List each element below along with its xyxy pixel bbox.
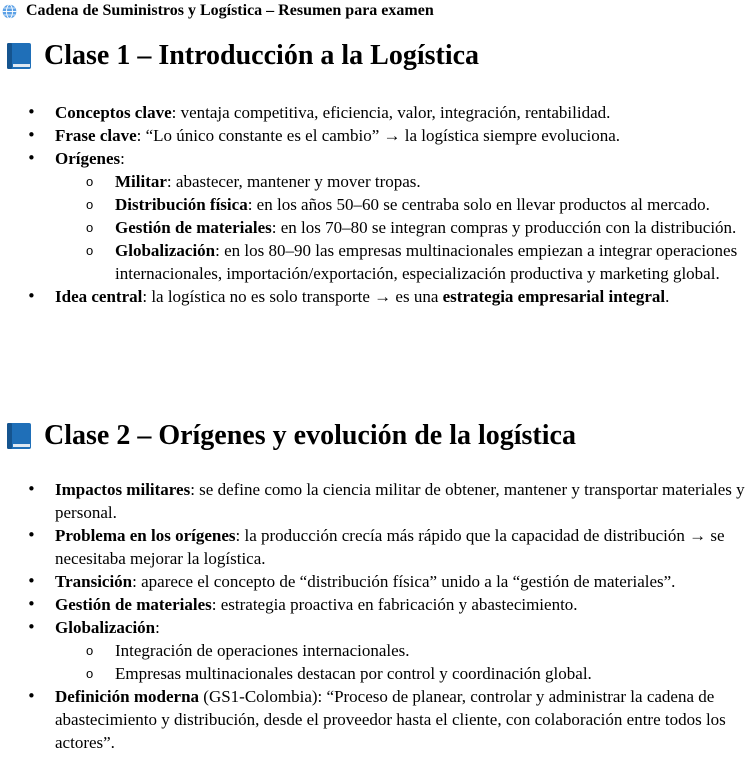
item-label: Globalización: [55, 618, 156, 637]
item-text: :: [155, 618, 160, 637]
blue-book-icon: [4, 41, 34, 71]
item-text: :: [120, 149, 125, 168]
sub-list-item: [55, 639, 747, 662]
list-item: [0, 685, 749, 754]
document-header: [2, 0, 434, 22]
item-label: Transición: [55, 572, 133, 591]
item-label: Conceptos clave: [55, 103, 172, 122]
item-tail: .: [665, 287, 670, 306]
list-item: [0, 147, 749, 285]
item-label: Problema en los orígenes: [55, 526, 236, 545]
section-1-list: [0, 101, 749, 308]
section-title-text: Clase 2 – Orígenes y evolución de la logística: [44, 420, 576, 451]
section-2-list: [0, 478, 749, 754]
list-item: [0, 570, 749, 593]
item-text: : estrategia proactiva en fabricación y abastecimiento.: [211, 595, 578, 614]
list-item: [0, 593, 749, 616]
item-strong: estrategia empresarial integral: [442, 287, 666, 306]
item-text: : en los 70–80 se integran compras y producción con la distribución.: [271, 218, 737, 237]
item-label: Gestión de materiales: [115, 218, 272, 237]
item-label: Orígenes: [55, 149, 121, 168]
item-label: Militar: [115, 172, 167, 191]
sub-list: [55, 639, 747, 685]
item-text: : se define como la ciencia militar de obtener, mantener y transportar materiales y personal.: [55, 480, 745, 522]
item-text: Empresas multinacionales destacan por control y coordinación global.: [115, 664, 592, 683]
item-label: Distribución física: [115, 195, 248, 214]
list-item: [0, 616, 749, 685]
item-text: : en los 80–90 las empresas multinacionales empiezan a integrar operaciones internacionales, importación/exportación, especialización productiva y marketing global.: [115, 241, 738, 283]
sub-list-item: [55, 239, 747, 285]
list-item: [0, 285, 749, 308]
blue-book-icon: [4, 421, 34, 451]
item-label: Globalización: [115, 241, 216, 260]
list-item: [0, 124, 749, 147]
item-label: Gestión de materiales: [55, 595, 212, 614]
item-label: Idea central: [55, 287, 143, 306]
section-title-clase-1: [4, 40, 479, 72]
section-title-text: Clase 1 – Introducción a la Logística: [44, 40, 480, 71]
item-label: Frase clave: [55, 126, 137, 145]
item-label: Impactos militares: [55, 480, 191, 499]
sub-list: [55, 170, 747, 285]
item-text: : la producción crecía más rápido que la capacidad de distribución → se necesitaba mejorar la logística.: [55, 526, 725, 568]
item-text: : en los años 50–60 se centraba solo en llevar productos al mercado.: [247, 195, 710, 214]
sub-list-item: [55, 216, 747, 239]
item-text: : la logística no es solo transporte → es una: [142, 287, 443, 306]
item-text: Integración de operaciones internacionales.: [115, 641, 410, 660]
list-item: [0, 101, 749, 124]
sub-list-item: [55, 662, 747, 685]
item-text: : “Lo único constante es el cambio” → la logística siempre evoluciona.: [136, 126, 621, 145]
document-title: Cadena de Suministros y Logística – Resumen para examen: [26, 2, 434, 19]
item-text: (GS1-Colombia): “Proceso de planear, controlar y administrar la cadena de abastecimiento y distribución, desde el proveedor hasta el cliente, con colaboración entre todos los actores”.: [55, 687, 726, 752]
sub-list-item: [55, 193, 747, 216]
item-label: Definición moderna: [55, 687, 200, 706]
sub-list-item: [55, 170, 747, 193]
item-text: : abastecer, mantener y mover tropas.: [166, 172, 421, 191]
list-item: [0, 524, 749, 570]
list-item: [0, 478, 749, 524]
section-title-clase-2: [4, 420, 576, 452]
item-text: : ventaja competitiva, eficiencia, valor, integración, rentabilidad.: [171, 103, 611, 122]
globe-icon: [2, 4, 17, 19]
item-text: : aparece el concepto de “distribución física” unido a la “gestión de materiales”.: [132, 572, 676, 591]
